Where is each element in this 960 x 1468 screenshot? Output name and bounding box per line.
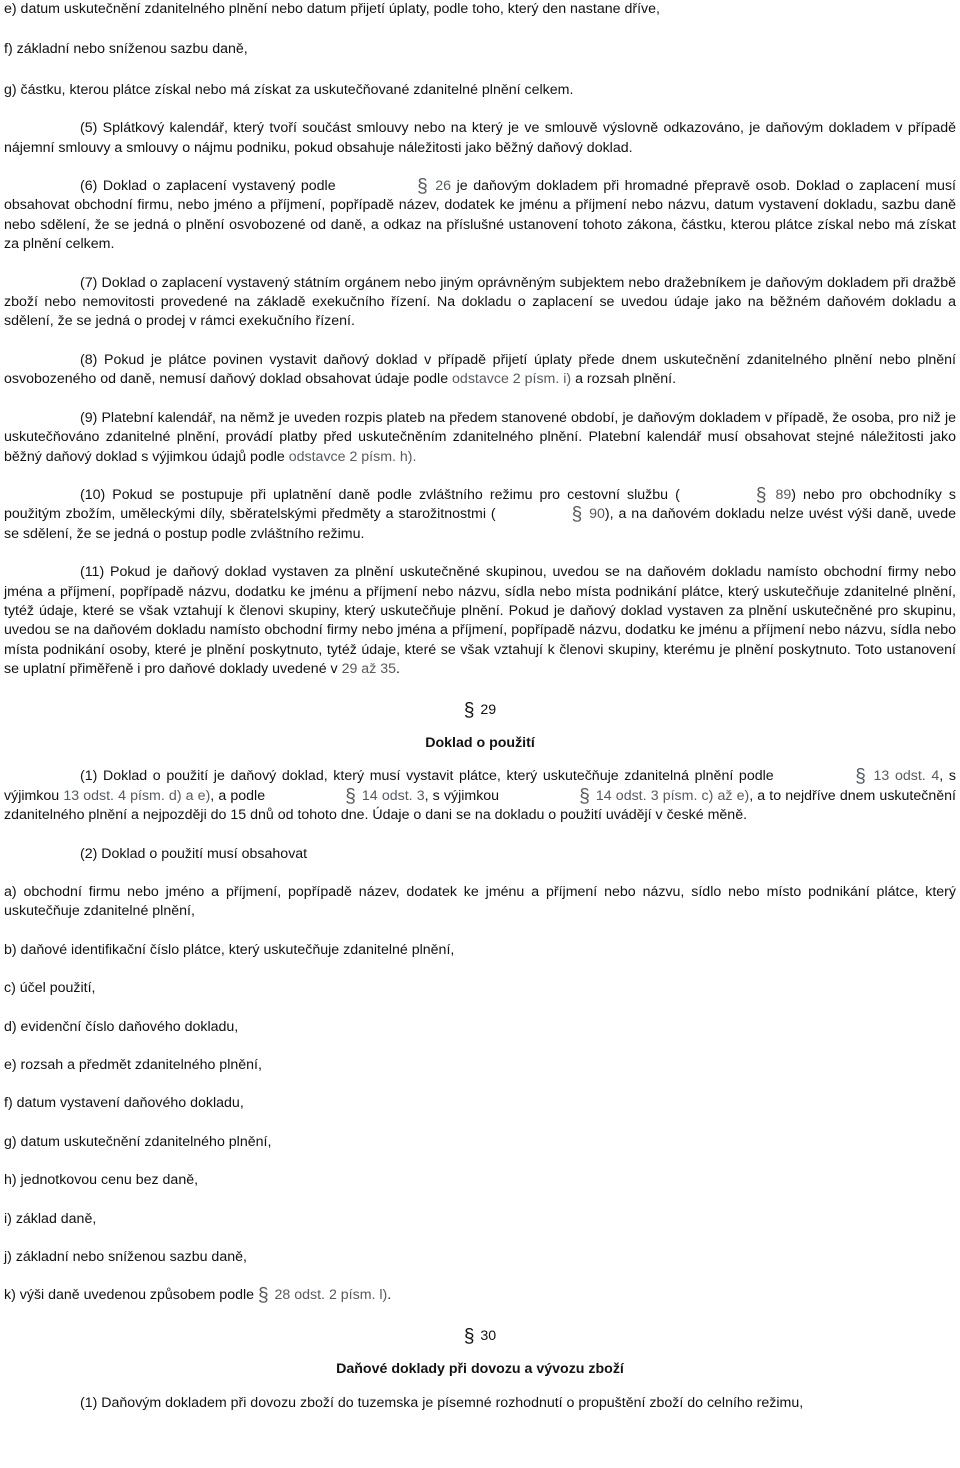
text: (6) Doklad o zaplacení vystavený podle [80,178,336,195]
section-sign-icon: § [579,785,590,807]
section-sign-icon: § [417,176,428,198]
list-item: a) obchodní firmu nebo jméno a příjmení, popřípadě název, dodatek ke jménu a příjmení nebo názvu, sídlo nebo místo podnikání plátce, který uskutečňuje zdanitelné plnění, [4,884,956,920]
text: je daňovým dokladem při hromadné přepravě osob. Doklad o zaplacení musí obsahovat obchodní firmu, nebo jméno a příjmení, popřípadě název, dodatek ke jménu a příjmení nebo názvu, datum vystavení dokladu, sazbu daně nebo sdělení, že se jedná o plnění osvobozené od daně, a odkaz na příslušné ustanovení tohoto zákona, částku, kterou plátce získal nebo má získat za plnění celkem. [4,178,956,253]
section-sign-icon: § [257,1285,269,1307]
list-item: h) jednotkovou cenu bez daně, [4,1172,199,1189]
law-reference-link[interactable]: odstavce 2 písm. h). [288,448,417,465]
law-reference-link[interactable]: 29 až 35 [341,661,397,678]
text: , a to nejdříve dnem uskutečnění zdanitelného plnění a nejpozději do 15 dnů od tohoto dne. Údaje o dani se na dokladu o použití uvádějí v české měně. [4,787,956,824]
list-item: i) základ daně, [4,1210,97,1227]
text: ) nebo pro obchodníky s použitým zbožím, uměleckými díly, sběratelskými předměty a starožitnostmi ( [4,486,956,523]
paragraph-10 [4,486,956,544]
text: , s výjimkou [4,768,956,804]
paragraph-9 [4,409,956,467]
text: ), a na daňovém dokladu nelze uvést výši daně, uvede se sdělení, že se jedná o postup podle zvláštního režimu. [4,506,956,542]
text: , a podle [210,787,266,804]
section-sign-icon: § [755,484,767,506]
paragraph-8 [4,351,956,390]
paragraph-7: (7) Doklad o zaplacení vystavený státním orgánem nebo jiným oprávněným subjektem nebo dražebníkem je daňovým dokladem při dražbě zboží nebo nemovitosti provedené na základě exekučního řízení. Na dokladu o zaplacení se uvedou údaje jako na běžném daňovém dokladu a sdělení, že se jedná o prodej v rámci exekučního řízení. [4,274,956,330]
list-item: f) základní nebo sníženou sazbu daně, [4,41,248,58]
text: , s výjimkou [424,787,500,804]
section-title: Doklad o použití [425,734,535,751]
text: (8) Pokud je plátce povinen vystavit daňový doklad v případě přijetí úplaty přede dnem uskutečnění zdanitelného plnění nebo plnění osvobozeného od daně, nemusí daňový doklad obsahovat údaje podle [4,351,956,388]
paragraph-11 [4,563,956,679]
section-sign-icon: § [463,699,475,721]
list-item: c) účel použití, [4,980,96,997]
paragraph-6 [4,177,956,255]
list-item: b) daňové identifikační číslo plátce, který uskutečňuje zdanitelné plnění, [4,941,455,958]
text: . [396,661,400,678]
list-item: f) datum vystavení daňového dokladu, [4,1095,244,1112]
list-item [4,1286,956,1305]
text: (10) Pokud se postupuje při uplatnění daně podle zvláštního režimu pro cestovní službu ( [80,486,680,503]
list-item: e) rozsah a předmět zdanitelného plnění, [4,1057,262,1074]
section-title: Daňové doklady při dovozu a vývozu zboží [336,1361,624,1378]
list-item: j) základní nebo sníženou sazbu daně, [4,1249,247,1266]
paragraph-29-1 [4,767,956,825]
section-sign-icon: § [463,1325,475,1347]
law-reference-link[interactable]: 13 odst. 4 [873,768,940,785]
law-reference-link[interactable]: 14 odst. 3 [361,787,425,804]
paragraph-5: (5) Splátkový kalendář, který tvoří součást smlouvy nebo na který je ve smlouvě výslovně odkazováno, je daňovým dokladem v případě nájemní smlouvy a smlouvy o nájmu podniku, pokud obsahuje náležitosti jako běžný daňový doklad. [4,120,956,156]
paragraph-29-2: (2) Doklad o použití musí obsahovat [80,845,308,862]
law-reference-link[interactable]: 89 [775,486,792,503]
section-number [4,701,956,720]
law-reference-link[interactable]: odstavce 2 písm. i) [452,371,572,388]
law-reference-link[interactable]: 28 odst. 2 písm. l) [274,1287,388,1304]
section-sign-icon: § [571,504,583,526]
list-item: d) evidenční číslo daňového dokladu, [4,1018,239,1035]
list-item: e) datum uskutečnění zdanitelného plnění nebo datum přijetí úplaty, podle toho, který den nastane dříve, [4,1,660,17]
text: (9) Platební kalendář, na němž je uveden rozpis plateb na předem stanovené období, je daňovým dokladem v případě, že osoba, pro niž je uskutečňováno zdanitelné plnění, provádí platby před uskutečněním zdanitelného plnění. Platební kalendář musí obsahovat stejné náležitosti jako běžný daňový doklad s výjimkou údajů podle [4,409,956,465]
text: . [387,1287,392,1304]
text: (1) Doklad o použití je daňový doklad, který musí vystavit plátce, který uskutečňuje zdanitelná plnění podle [80,768,774,785]
text: a rozsah plnění. [575,371,677,388]
text: k) výši daně uvedenou způsobem podle [4,1287,255,1304]
law-reference-link[interactable]: 13 odst. 4 písm. d) a e) [63,787,211,804]
law-reference-link[interactable]: 14 odst. 3 písm. c) až e) [595,787,750,804]
law-reference-link[interactable]: 26 [435,178,452,195]
list-item: g) datum uskutečnění zdanitelného plnění, [4,1133,272,1150]
section-sign-icon: § [855,766,866,788]
section-number-text: 29 [480,701,497,718]
paragraph-30-1: (1) Daňovým dokladem při dovozu zboží do tuzemska je písemné rozhodnutí o propuštění zboží do celního režimu, [80,1394,804,1411]
law-reference-link[interactable]: 90 [589,506,605,523]
text: (11) Pokud je daňový doklad vystaven za plnění uskutečněné skupinou, uvedou se na daňovém dokladu namísto obchodní firmy nebo jména a příjmení, popřípadě názvu, dodatku ke jménu a příjmení nebo názvu, sídla nebo místa podnikání plátce, který uskutečňuje zdanitelné plnění, tytéž údaje, které se však vztahují k členovi skupiny, který uskutečňuje plnění. Pokud je daňový doklad vystaven za plnění uskutečněné pro skupinu, uvedou se na daňovém dokladu namísto obchodní firmy nebo jména a příjmení, popřípadě názvu, dodatku ke jménu a příjmení nebo názvu, sídla nebo místa podnikání osoby, které je plnění poskytnuto, tytéž údaje, které se však vztahují k členovi skupiny, kterému je plnění poskytnuto. Toto ustanovení se uplatní přiměřeně i pro daňové doklady uvedené v [4,564,956,678]
section-sign-icon: § [345,785,356,807]
section-number [4,1327,956,1346]
list-item: g) částku, kterou plátce získal nebo má získat za uskutečňované zdanitelné plnění celkem. [4,81,574,98]
section-number-text: 30 [480,1327,497,1344]
